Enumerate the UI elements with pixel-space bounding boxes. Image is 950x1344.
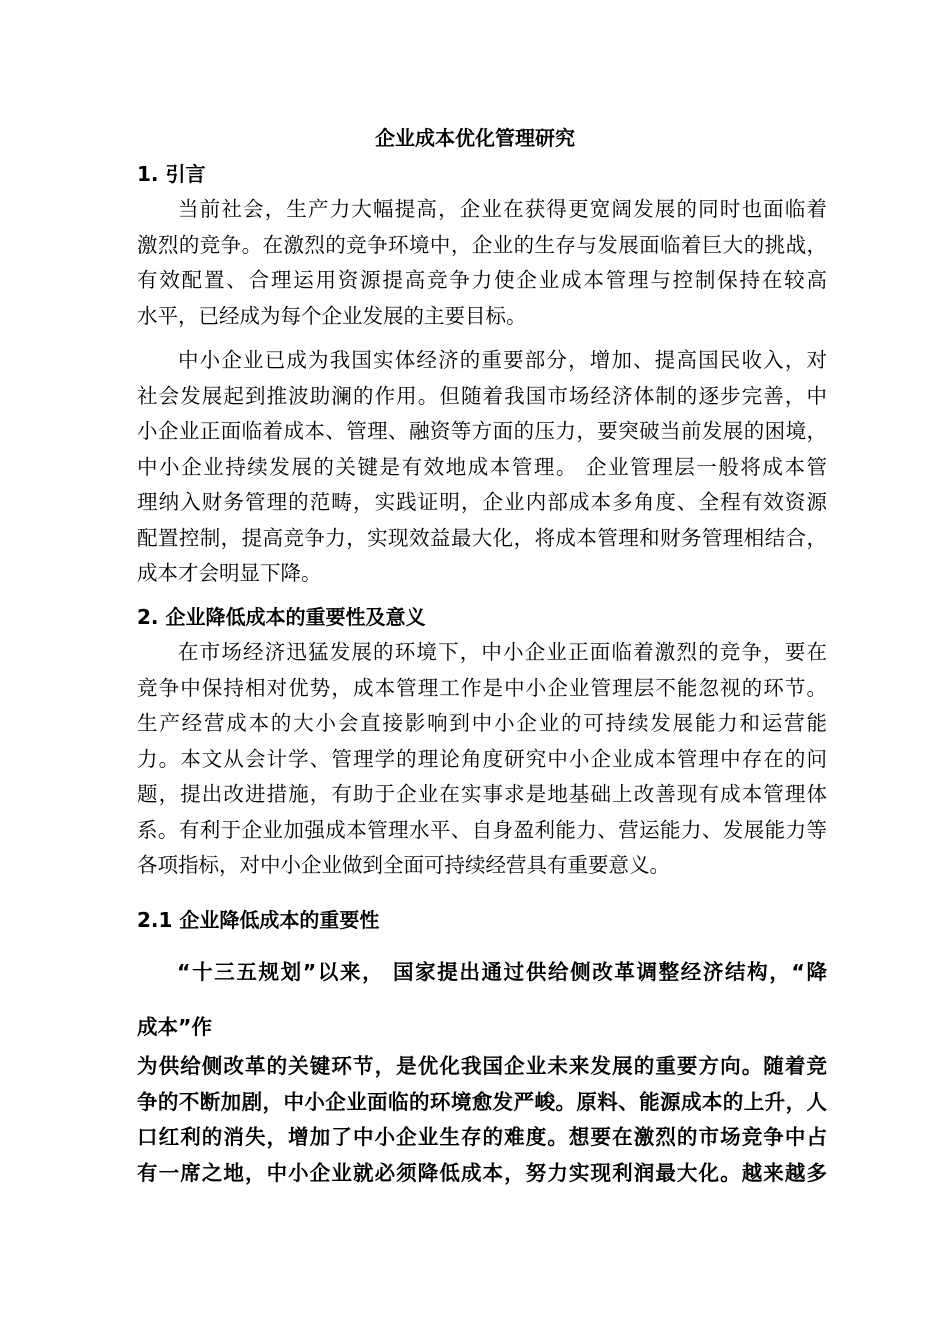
text-line: 口红利的消失，增加了中小企业生存的难度。想要在激烈的市场竞争中占 [137,1125,827,1149]
bold-line-1 [177,955,827,991]
text-line: 系。有利于企业加强成本管理水平、自身盈利能力、营运能力、发展能力等 [137,817,827,842]
text-line: 竞争中保持相对优势，成本管理工作是中小企业管理层不能忽视的环节。 [137,675,827,700]
document-title: 企业成本优化管理研究 [375,126,575,150]
text-line: 争的不断加剧，中小企业面临的环境愈发严峻。原料、能源成本的上升，人 [137,1089,827,1114]
text-line: 为供给侧改革的关键环节，是优化我国企业未来发展的重要方向。随着竞 [137,1054,827,1078]
text-line: 水平，已经成为每个企业发展的主要目标。 [137,303,527,328]
paragraph-1-2 [137,343,827,592]
text-line: 理纳入财务管理的范畴，实践证明，企业内部成本多角度、全程有效资源 [137,490,827,514]
text-line: 社会发展起到推波助澜的作用。但随着我国市场经济体制的逐步完善，中 [137,383,827,408]
text-line: 各项指标，对中小企业做到全面可持续经营具有重要意义。 [137,853,670,877]
text-line: 激烈的竞争。在激烈的竞争环境中，企业的生存与发展面临着巨大的挑战， [137,232,827,257]
text-line: 配置控制，提高竞争力，实现效益最大化，将成本管理和财务管理相结合， [137,525,827,550]
section-heading-2-1: 2.1 企业降低成本的重要性 [137,908,380,932]
bold-line-2 [137,1010,827,1046]
text-line: 成本才会明显下降。 [137,561,322,585]
text-line: 中小企业持续发展的关键是有效地成本管理。 企业管理层一般将成本管 [137,454,827,479]
text-line: 成本”作 [137,1015,212,1039]
paragraph-2-1 [137,635,827,884]
section-heading-2: 2. 企业降低成本的重要性及意义 [137,605,426,629]
text-line: 当前社会，生产力大幅提高，企业在获得更宽阔发展的同时也面临着 [178,197,827,221]
paragraph-1-1 [137,192,827,334]
text-line: 小企业正面临着成本、管理、融资等方面的压力，要突破当前发展的困境， [137,419,827,443]
text-line: 有一席之地，中小企业就必须降低成本，努力实现利润最大化。越来越多 [137,1160,827,1185]
text-line: 题，提出改进措施，有助于企业在实事求是地基础上改善现有成本管理体 [137,782,827,806]
text-line: 力。本文从会计学、管理学的理论角度研究中小企业成本管理中存在的问 [137,746,827,771]
bold-paragraph [137,1049,827,1191]
text-line: 中小企业已成为我国实体经济的重要部分，增加、提高国民收入，对 [178,348,827,372]
text-line: “十三五规划”以来， 国家提出通过供给侧改革调整经济结构，“降 [177,960,827,984]
text-line: 在市场经济迅猛发展的环境下，中小企业正面临着激烈的竞争，要在 [178,640,827,664]
section-heading-1: 1. 引言 [137,162,206,186]
text-line: 生产经营成本的大小会直接影响到中小企业的可持续发展能力和运营能 [137,711,827,735]
text-line: 有效配置、合理运用资源提高竞争力使企业成本管理与控制保持在较高 [137,268,827,292]
